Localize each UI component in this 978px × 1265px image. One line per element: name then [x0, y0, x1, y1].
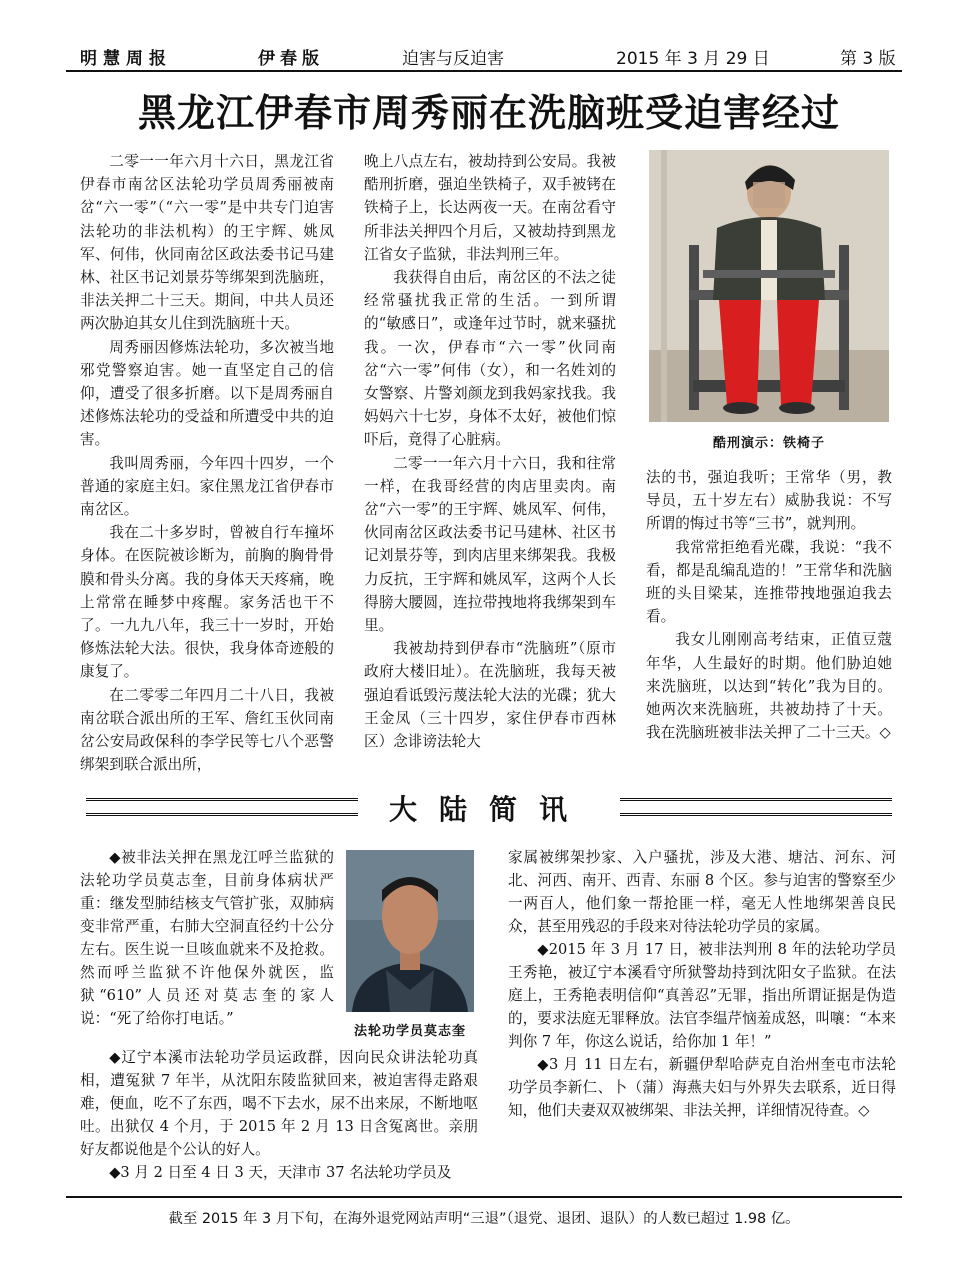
- edition-label: 伊春版: [258, 49, 324, 69]
- brief-item: ◆3 月 2 日至 4 日 3 天，天津市 37 名法轮功学员及: [109, 1164, 452, 1181]
- paragraph: 在二零零二年四月二十八日，我被南岔联合派出所的王军、詹红玉伙同南岔公安局政保科的李学民等七八个恶警绑架到联合派出所，: [80, 686, 334, 774]
- briefs-left-top: [80, 846, 334, 1030]
- page-number: 第 3 版: [840, 49, 896, 69]
- masthead-rule: [66, 70, 902, 72]
- paragraph: 我常常拒绝看光碟，我说：“我不看，都是乱编乱造的！”王常华和洗脑班的头目梁某，连推带拽地强迫我去看。: [646, 538, 892, 626]
- footer-rule: [66, 1196, 902, 1198]
- article-column-2: [364, 150, 616, 753]
- portrait-caption: 法轮功学员莫志奎: [353, 1024, 466, 1039]
- photo-caption: 酷刑演示：铁椅子: [712, 436, 825, 451]
- portrait-illustration: [346, 850, 474, 1012]
- paragraph: 法的书，强迫我听；王常华（男，教导员，五十岁左右）威胁我说：不写所谓的悔过书等“三书”，就判刑。: [646, 469, 892, 533]
- portrait-photo: [346, 850, 474, 1012]
- briefs-section-header: [86, 790, 892, 824]
- brief-item: ◆辽宁本溪市法轮功学员运政群，因向民众讲法轮功真相，遭冤狱 7 年半，从沈阳东陵监狱回来，被迫害得走路艰难，便血，吃不了东西，喝不下去水，尿不出来尿，不断地呕吐。出狱仅 4 个月，于 2015 年 2 月 13 日含冤离世。亲朋好友都说他是个公认的好人。: [80, 1049, 478, 1158]
- issue-date: 2015 年 3 月 29 日: [616, 49, 770, 69]
- iron-chair-photo: [649, 150, 889, 422]
- paragraph: 我女儿刚刚高考结束，正值豆蔻年华，人生最好的时期。他们胁迫她来洗脑班，以达到“转化”我为目的。她两次来洗脑班，共被劫持了十天。我在洗脑班被非法关押了二十三天。◇: [646, 631, 892, 742]
- article-column-1: [80, 150, 334, 776]
- paper-name: 明慧周报: [80, 49, 172, 69]
- paragraph: 二零一一年六月十六日，我和往常一样，在我哥经营的肉店里卖肉。南岔“六一零”的王宇辉、姚凤军、何伟，伙同南岔区政法委书记马建林、社区书记刘景芬等，到肉店里来绑架我。我极力反抗，王宇辉和姚凤军，这两个人长得膀大腰圆，连拉带拽地将我绑架到车里。: [364, 454, 616, 635]
- paragraph: 周秀丽因修炼法轮功，多次被当地邪党警察迫害。她一直坚定自己的信仰，遭受了很多折磨。以下是周秀丽自述修炼法轮功的受益和所遭受中共的迫害。: [80, 338, 334, 449]
- paragraph: 我获得自由后，南岔区的不法之徒经常骚扰我正常的生活。一到所谓的“敏感日”，或逢年过节时，就来骚扰我。一次，伊春市“六一零”伙同南岔“六一零”何伟（女），和一名姓刘的女警察、片警刘颜龙到我妈家找我。我妈妈六十七岁，身体不太好，被他们惊吓后，竟得了心脏病。: [364, 269, 616, 449]
- headline: 黑龙江伊春市周秀丽在洗脑班受迫害经过: [137, 90, 840, 135]
- paragraph: 我在二十多岁时，曾被自行车撞坏身体。在医院被诊断为，前胸的胸骨骨膜和骨头分离。我的身体天天疼痛，晚上常常在睡梦中疼醒。家务活也干不了。一九九八年，我三十一岁时，开始修炼法轮大法。很快，我身体奇迹般的康复了。: [80, 524, 334, 681]
- briefs-title: 大陆简讯: [388, 793, 589, 826]
- paragraph: 二零一一年六月十六日，黑龙江省伊春市南岔区法轮功学员周秀丽被南岔“六一零”（“六一零”是中共专门迫害法轮功的非法机构）的王宇辉、姚凤军、何伟，伙同南岔区政法委书记马建林、社区书记刘景芬等绑架到洗脑班，非法关押二十三天。期间，中共人员还两次胁迫其女儿住到洗脑班十天。: [80, 153, 334, 333]
- brief-item: ◆被非法关押在黑龙江呼兰监狱的法轮功学员莫志奎，目前身体病状严重：继发型肺结核支气管扩张，双肺病变非常严重，右肺大空洞直径约十公分左右。医生说一旦咳血就来不及抢救。然而呼兰监狱不许他保外就医，监狱“610”人员还对莫志奎的家人说：“死了给你打电话。”: [80, 849, 334, 1027]
- briefs-right: [508, 846, 896, 1122]
- brief-item: ◆2015 年 3 月 17 日，被非法判刑 8 年的法轮功学员王秀艳，被辽宁本溪看守所狱警劫持到沈阳女子监狱。在法庭上，王秀艳表明信仰“真善忍”无罪，指出所谓证据是伪造的，要求法庭无罪释放。法官李缊芹恼羞成怒，叫嚷：“本来判你 7 年，你这么说话，给你加 1 年！”: [508, 941, 896, 1050]
- brief-item: ◆3 月 11 日左右，新疆伊犁哈萨克自治州奎屯市法轮功学员李新仁、卜（蒲）海燕夫妇与外界失去联系，近日得知，他们夫妻双双被绑架、非法关押，详细情况待查。◇: [508, 1056, 896, 1119]
- masthead: [80, 44, 902, 68]
- paragraph: 我叫周秀丽，今年四十四岁，一个普通的家庭主妇。家住黑龙江省伊春市南岔区。: [80, 454, 334, 519]
- section-label: 迫害与反迫害: [402, 49, 504, 69]
- paragraph: 晚上八点左右，被劫持到公安局。我被酷刑折磨，强迫坐铁椅子，双手被铐在铁椅子上，长达两夜一天。在南岔看守所非法关押四个月后，又被劫持到黑龙江省女子监狱，非法判刑三年。: [364, 153, 616, 263]
- brief-item: 家属被绑架抄家、入户骚扰，涉及大港、塘沽、河东、河北、河西、南开、西青、东丽 8 个区。参与迫害的警察至少一两百人，他们象一帮抢匪一样，毫无人性地绑架善良民众，甚至用残忍的手段来对待法轮功学员的家属。: [508, 849, 896, 935]
- iron-chair-illustration: [649, 150, 889, 422]
- footer-note: 截至 2015 年 3 月下旬，在海外退党网站声明“三退”（退党、退团、退队）的人数已超过 1.98 亿。: [168, 1211, 800, 1227]
- paragraph: 我被劫持到伊春市“洗脑班”（原市政府大楼旧址）。在洗脑班，我每天被强迫看诋毁污蔑法轮大法的光碟；犹大王金凤（三十四岁，家住伊春市西林区）念诽谤法轮大: [364, 640, 616, 751]
- briefs-left-bottom: [80, 1046, 478, 1184]
- article-column-3: [646, 466, 892, 744]
